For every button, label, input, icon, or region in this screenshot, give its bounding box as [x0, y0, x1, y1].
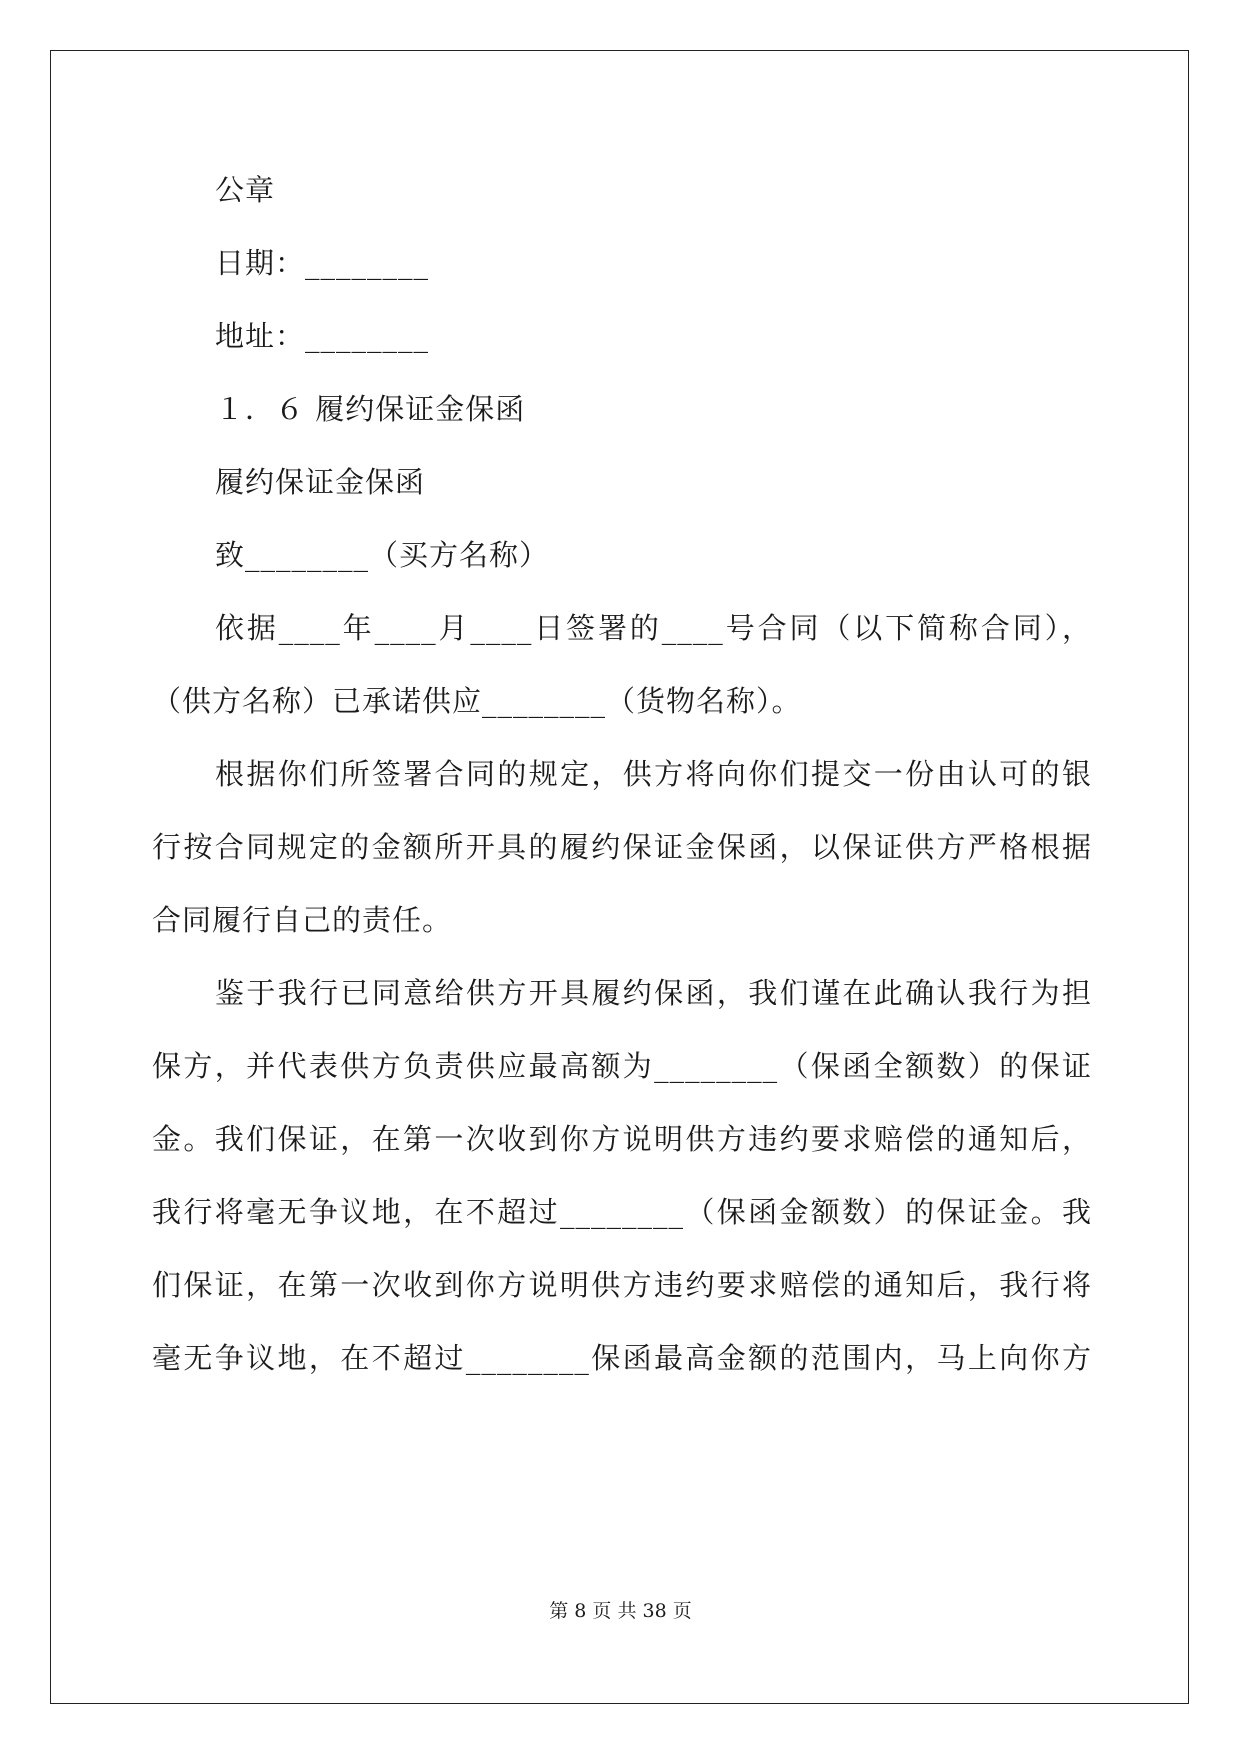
page-number: 第 8 页 共 38 页	[549, 1600, 692, 1622]
paragraph-line: 们保证，在第一次收到你方说明供方违约要求赔偿的通知后，我行将	[152, 1268, 1092, 1302]
paragraph-line: 我行将毫无争议地，在不超过________（保函金额数）的保证金。我	[152, 1195, 1092, 1229]
paragraph-line: 依据____年____月____日签署的____号合同（以下简称合同），	[215, 611, 1092, 645]
paragraph-line: 根据你们所签署合同的规定，供方将向你们提交一份由认可的银	[215, 757, 1092, 791]
paragraph-line: （供方名称）已承诺供应________（货物名称）。	[152, 684, 802, 718]
paragraph-line: 鉴于我行已同意给供方开具履约保函，我们谨在此确认我行为担	[215, 976, 1092, 1010]
letter-title: 履约保证金保函	[215, 465, 426, 499]
address-line: 地址：________	[215, 319, 430, 353]
date-line: 日期：________	[215, 246, 430, 280]
paragraph-line: 行按合同规定的金额所开具的履约保证金保函，以保证供方严格根据	[152, 830, 1092, 864]
section-heading: １．６ 履约保证金保函	[215, 392, 526, 426]
seal-line: 公章	[215, 173, 276, 207]
page-frame	[50, 50, 1189, 1704]
recipient-line: 致________（买方名称）	[215, 538, 550, 572]
paragraph-line: 保方，并代表供方负责供应最高额为________（保函全额数）的保证	[152, 1049, 1092, 1083]
paragraph-line: 合同履行自己的责任。	[152, 903, 453, 937]
paragraph-line: 金。我们保证，在第一次收到你方说明供方违约要求赔偿的通知后，	[152, 1122, 1092, 1156]
paragraph-line: 毫无争议地，在不超过________保函最高金额的范围内，马上向你方	[152, 1341, 1092, 1375]
